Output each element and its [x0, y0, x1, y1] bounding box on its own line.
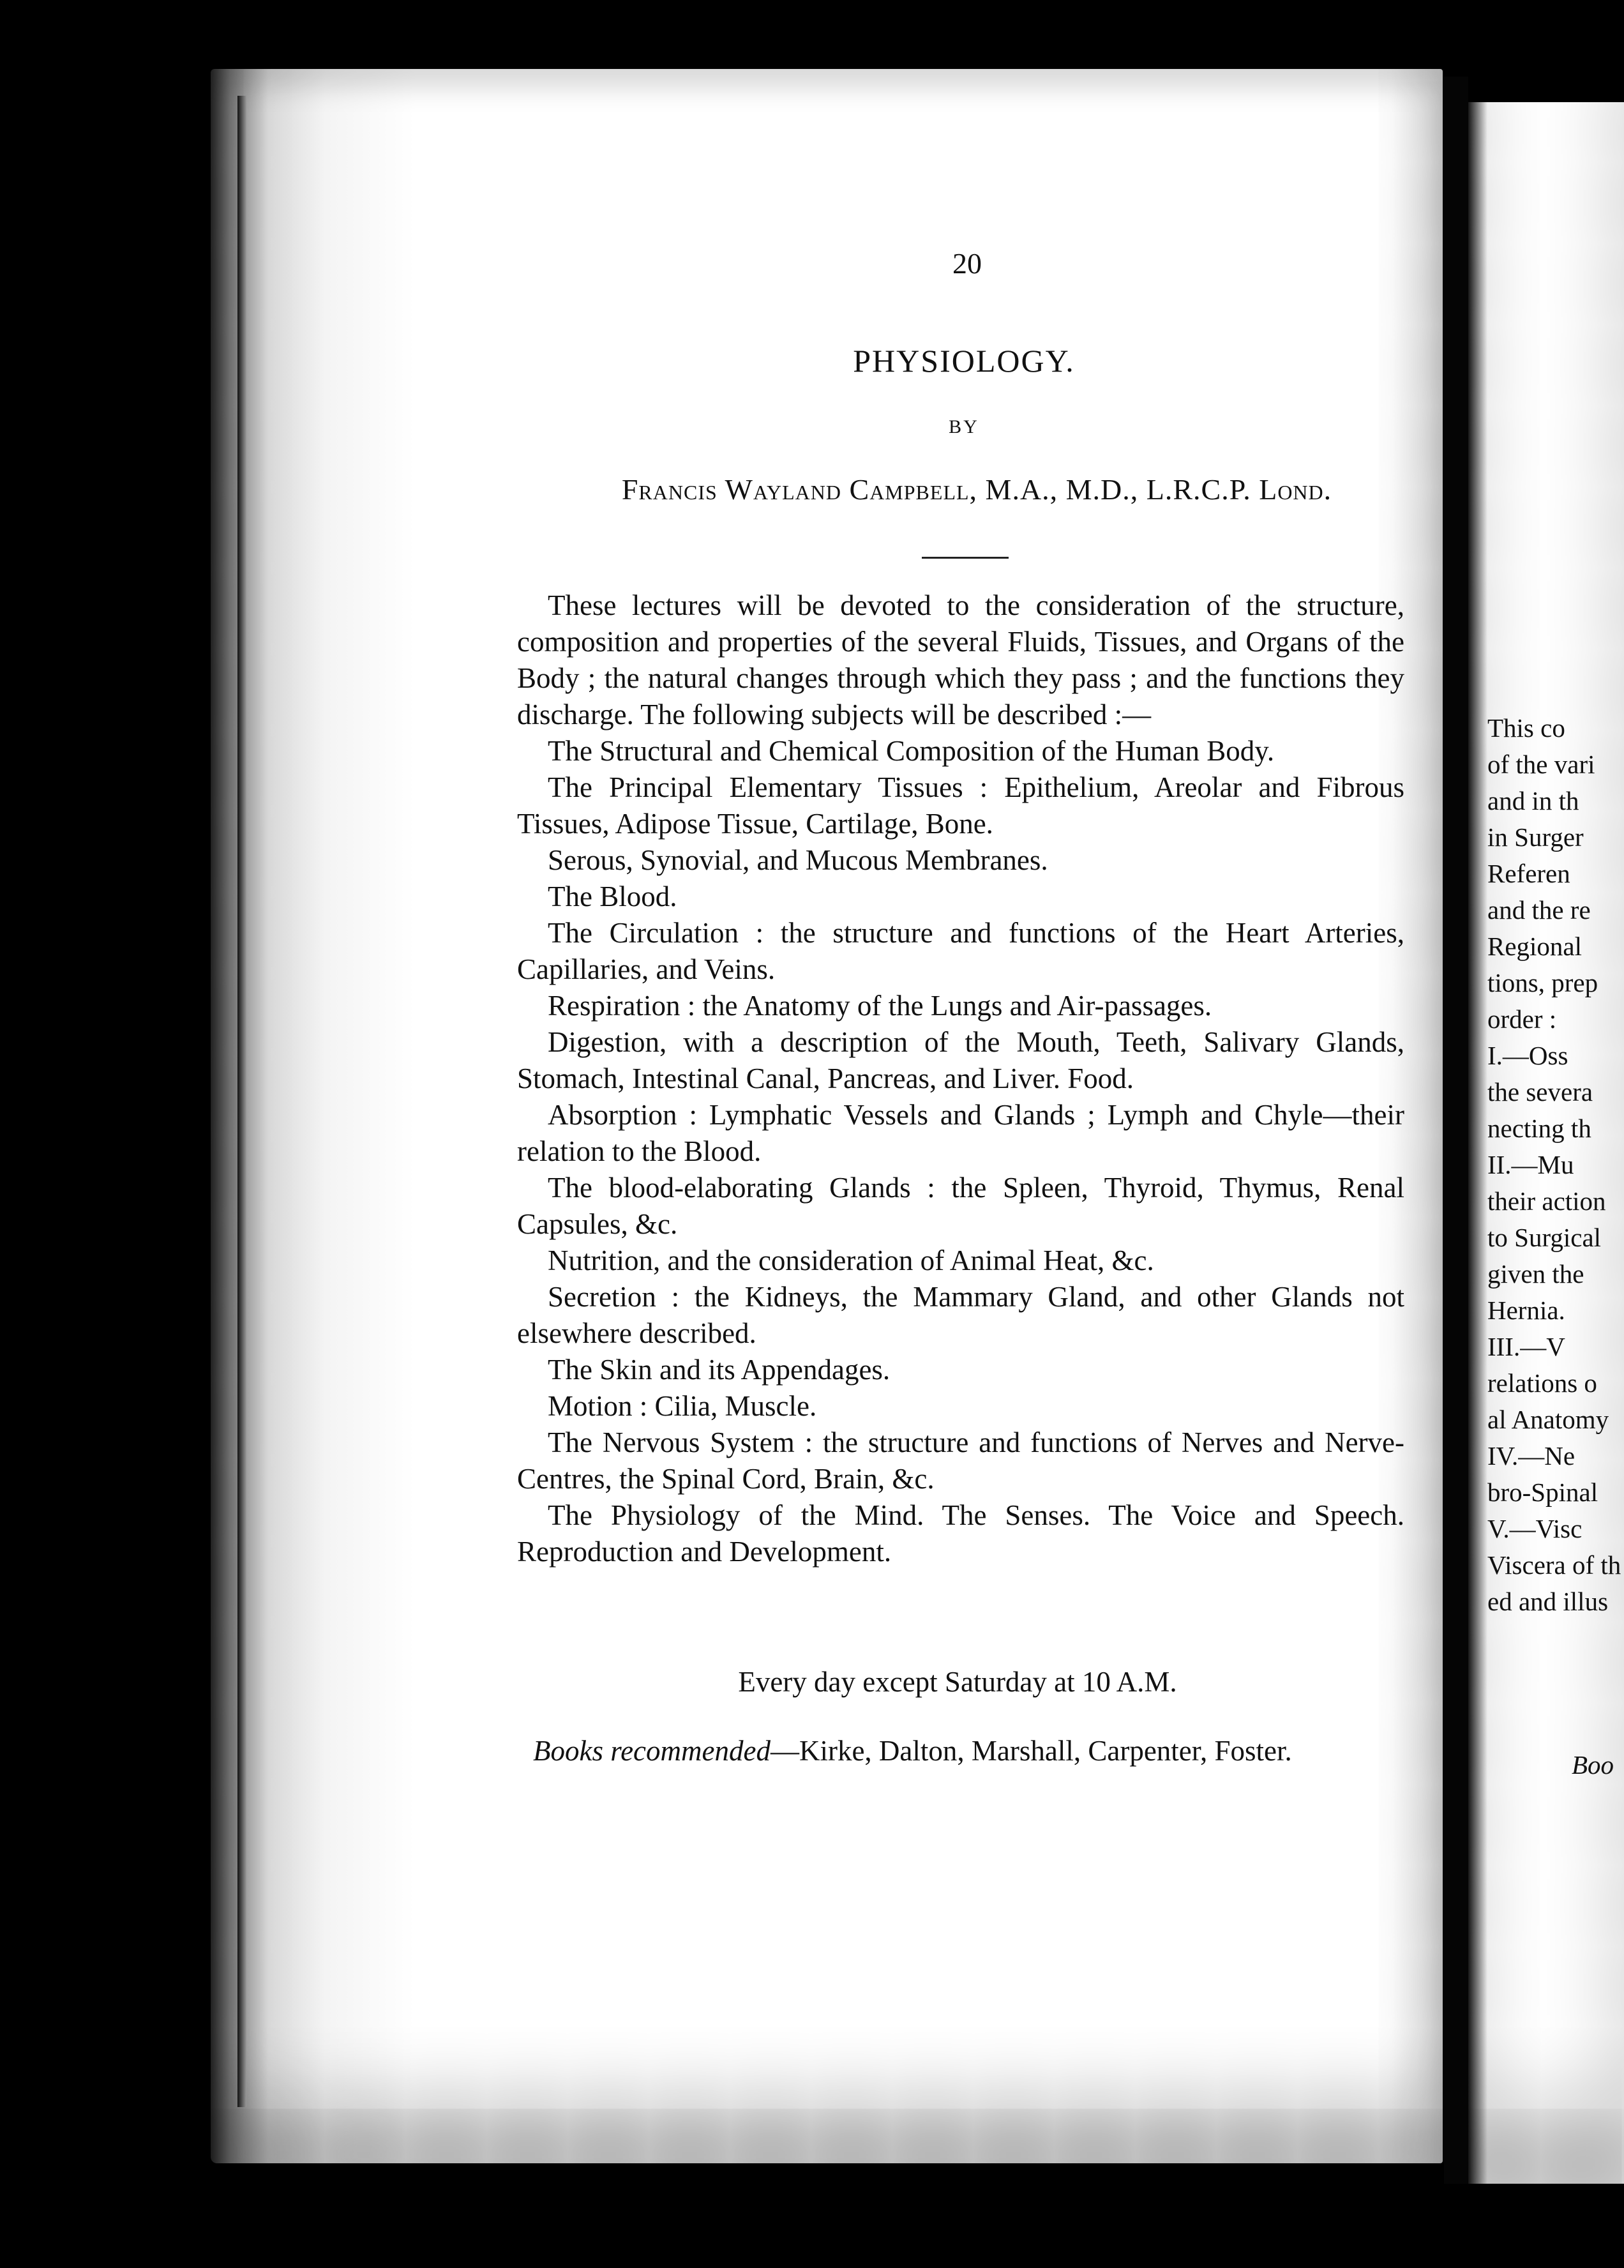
paragraph: The Nervous System : the structure and functions of Nerves and Nerve-Centres, the Spinal Cord, Brain, &c. [517, 1426, 1404, 1495]
paragraph: The Principal Elementary Tissues : Epithelium, Areolar and Fibrous Tissues, Adipose Tissue, Cartilage, Bone. [517, 771, 1404, 840]
paragraph: The blood-elaborating Glands : the Spleen, Thyroid, Thymus, Renal Capsules, &c. [517, 1172, 1404, 1240]
paragraph: Secretion : the Kidneys, the Mammary Gland, and other Glands not elsewhere described. [517, 1281, 1404, 1349]
lecture-description [517, 587, 1404, 1570]
author-line: Francis Wayland Campbell, M.A., M.D., L.R.C.P. Lond. [621, 473, 1332, 506]
book-gutter [1444, 77, 1468, 2184]
right-line: Referen [1487, 859, 1570, 888]
paragraph: The Structural and Chemical Composition of the Human Body. [548, 735, 1275, 767]
books-label: Books recommended [533, 1735, 771, 1767]
right-line: al Anatomy [1487, 1405, 1609, 1434]
paragraph: Motion : Cilia, Muscle. [548, 1390, 817, 1422]
title-divider [922, 557, 1009, 559]
right-line: and in th [1487, 786, 1579, 815]
paragraph: Absorption : Lymphatic Vessels and Glands ; Lymph and Chyle—their relation to the Blood. [517, 1099, 1404, 1167]
right-books-fragment: Boo [1572, 1750, 1614, 1780]
paragraph: Nutrition, and the consideration of Animal Heat, &c. [548, 1244, 1154, 1276]
paragraph: Serous, Synovial, and Mucous Membranes. [548, 844, 1048, 876]
right-line: and the re [1487, 895, 1591, 925]
right-line: Viscera of th [1487, 1550, 1621, 1580]
by-line: BY [949, 416, 979, 437]
page-number: 20 [952, 247, 982, 280]
right-line: order : [1487, 1004, 1557, 1034]
paragraph: Digestion, with a description of the Mouth, Teeth, Salivary Glands, Stomach, Intestinal Canal, Pancreas, and Liver. Food. [517, 1026, 1404, 1094]
right-line: ed and illus [1487, 1587, 1609, 1616]
left-page-edge [237, 96, 246, 2107]
right-page-text [1487, 710, 1624, 1620]
right-line: IV.—Ne [1487, 1441, 1575, 1470]
right-line: Regional [1487, 932, 1583, 961]
right-line: II.—Mu [1487, 1150, 1574, 1179]
right-line: in Surger [1487, 822, 1584, 852]
right-line: relations o [1487, 1368, 1597, 1398]
right-line: This co [1487, 713, 1565, 743]
page-title: PHYSIOLOGY. [853, 343, 1075, 379]
paragraph: Respiration : the Anatomy of the Lungs and Air-passages. [548, 990, 1212, 1022]
books-recommended [533, 1734, 1427, 1767]
right-line: Hernia. [1487, 1296, 1565, 1325]
paragraph: The Skin and its Appendages. [548, 1354, 891, 1386]
right-line: the severa [1487, 1077, 1593, 1107]
right-line: given the [1487, 1259, 1584, 1289]
books-list: —Kirke, Dalton, Marshall, Carpenter, Foster. [770, 1735, 1292, 1767]
paragraph: The Blood. [548, 881, 677, 912]
paragraph: The Physiology of the Mind. The Senses. The Voice and Speech. Reproduction and Development. [517, 1499, 1404, 1568]
paragraph: The Circulation : the structure and functions of the Heart Arteries, Capillaries, and Veins. [517, 917, 1404, 985]
right-line: to Surgical [1487, 1223, 1602, 1252]
right-line: their action [1487, 1186, 1606, 1216]
right-line: V.—Visc [1487, 1514, 1583, 1543]
right-line: tions, prep [1487, 968, 1598, 997]
right-line: III.—V [1487, 1332, 1565, 1361]
schedule-line: Every day except Saturday at 10 A.M. [738, 1666, 1177, 1698]
right-line: I.—Oss [1487, 1041, 1568, 1070]
paragraph: These lectures will be devoted to the consideration of the structure, composition and properties of the several Fluids, Tissues, and Organs of the Body ; the natural changes through which they pass ; and the functions they discharge. The following subjects will be described :— [517, 589, 1404, 730]
right-line: necting th [1487, 1114, 1591, 1143]
right-line: of the vari [1487, 750, 1595, 779]
right-line: bro-Spinal [1487, 1478, 1598, 1507]
